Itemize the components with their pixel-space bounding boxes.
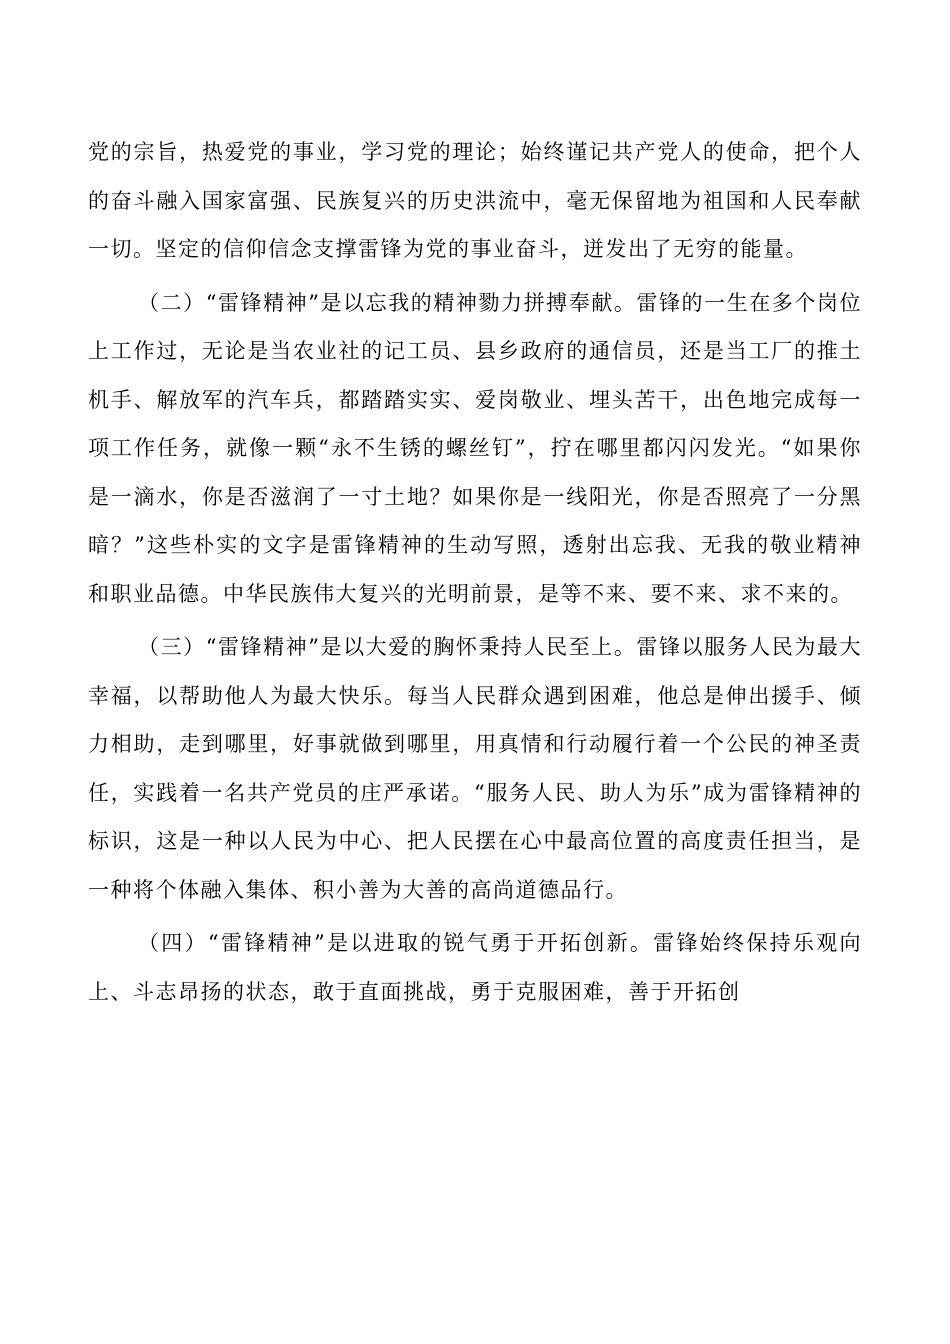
paragraph-party-purpose: 党的宗旨，热爱党的事业，学习党的理论；始终谨记共产党人的使命，把个人的奋斗融入国家富强、民族复兴的历史洪流中，毫无保留地为祖国和人民奉献一切。坚定的信仰信念支撑雷锋为党的事业奋斗，迸发出了无穷的能量。 xyxy=(88,140,862,261)
paragraph-section-three: （三）“雷锋精神”是以大爱的胸怀秉持人民至上。雷锋以服务人民为最大幸福，以帮助他人为最大快乐。每当人民群众遇到困难，他总是伸出援手、倾力相助，走到哪里，好事就做到哪里，用真情和行动履行着一个公民的神圣责任，实践着一名共产党员的庄严承诺。“服务人民、助人为乐”成为雷锋精神的标识，这是一种以人民为中心、把人民摆在心中最高位置的高度责任担当，是一种将个体融入集体、积小善为大善的高尚道德品行。 xyxy=(88,635,862,902)
paragraph-section-four: （四）“雷锋精神”是以进取的锐气勇于开拓创新。雷锋始终保持乐观向上、斗志昂扬的状态，敢于直面挑战，勇于克服困难，善于开拓创 xyxy=(88,931,862,1004)
paragraph-section-two: （二）“雷锋精神”是以忘我的精神勠力拼搏奉献。雷锋的一生在多个岗位上工作过，无论是当农业社的记工员、县乡政府的通信员，还是当工厂的推土机手、解放军的汽车兵，都踏踏实实、爱岗敬业、埋头苦干，出色地完成每一项工作任务，就像一颗“永不生锈的螺丝钉”，拧在哪里都闪闪发光。“如果你是一滴水，你是否滋润了一寸土地？如果你是一线阳光，你是否照亮了一分黑暗？”这些朴实的文字是雷锋精神的生动写照，透射出忘我、无我的敬业精神和职业品德。中华民族伟大复兴的光明前景，是等不来、要不来、求不来的。 xyxy=(88,290,862,606)
document-page xyxy=(88,128,862,1021)
